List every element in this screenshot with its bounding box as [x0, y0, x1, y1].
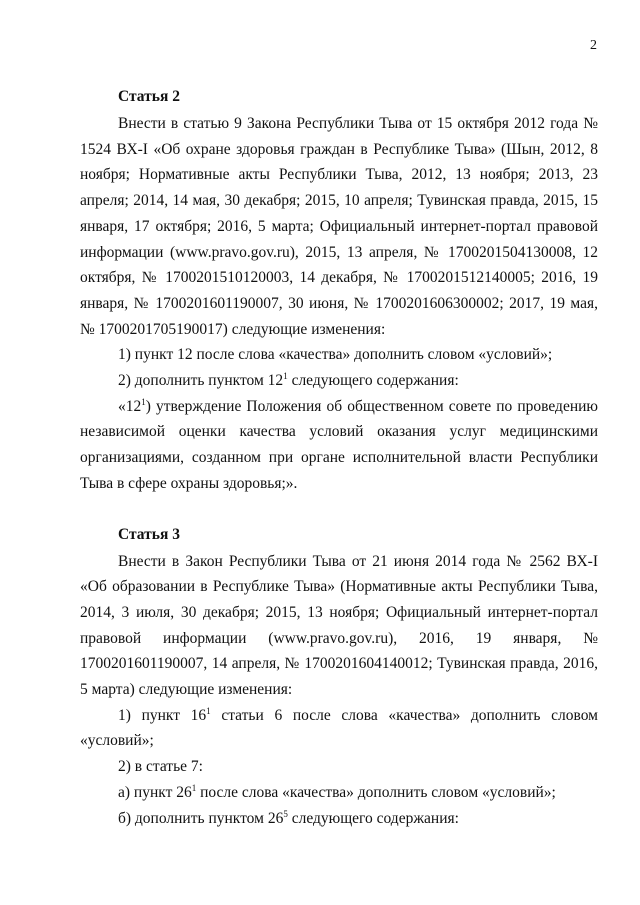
- article-3-item-2a: [80, 780, 598, 806]
- article-2-item-2-superscript: 1: [283, 371, 288, 382]
- article-2-item-2-text: 2) дополнить пунктом 12: [118, 372, 284, 390]
- article-3-heading: Статья 3: [118, 525, 180, 543]
- article-3-item-2b-superscript: 5: [283, 808, 288, 819]
- article-3-item-1-text: 1) пункт 16: [118, 706, 207, 724]
- article-3-item-1: [80, 703, 598, 754]
- article-3-item-2: 2) в статье 7:: [118, 758, 203, 776]
- article-3-item-1-tail: статьи 6 после слова «качества» дополнить словом «условий»;: [80, 706, 598, 750]
- article-2-quote-start: «12: [118, 397, 142, 415]
- article-2-intro: Внести в статью 9 Закона Республики Тыва от 15 октября 2012 года № 1524 ВХ-I «Об охране здоровья граждан в Республике Тыва» (Шын, 2012, 8 ноября; Нормативные акты Республики Тыва, 2012, 13 ноября; 2013, 23 апреля; 2014, 14 мая, 30 декабря; 2015, 10 апреля; Тувинская правда, 2015, 15 января, 17 октября; 2016, 5 марта; Официальный интернет-портал правовой информации (www.pravo.gov.ru), 2015, 13 апреля, № 1700201504130008, 12 октября, № 1700201510120003, 14 декабря, № 1700201512140005; 2016, 19 января, № 1700201601190007, 30 июня, № 1700201606300002; 2017, 19 мая, № 1700201705190017) следующие изменения:: [80, 115, 598, 338]
- article-3-item-2b: [80, 806, 598, 832]
- article-3-item-2a-tail: после слова «качества» дополнить словом «условий»;: [196, 783, 556, 801]
- article-3-item-2b-tail: следующего содержания:: [287, 809, 459, 827]
- article-2-item-2: [80, 368, 598, 394]
- article-2-item-2-tail: следующего содержания:: [287, 372, 459, 390]
- article-2-quote-text: ) утверждение Положения об общественном совете по проведению независимой оценки качества условий оказания услуг медицинскими организациями, созданном при органе исполнительной власти Республики Тыва в сфере охраны здоровья;».: [80, 397, 598, 492]
- article-3-item-2a-superscript: 1: [191, 782, 197, 793]
- document-body: [80, 88, 598, 831]
- article-3-item-2b-text: б) дополнить пунктом 26: [118, 809, 284, 827]
- article-3-item-2a-text: а) пункт 26: [118, 783, 192, 801]
- page-number: 2: [590, 38, 597, 53]
- article-2-heading: Статья 2: [118, 88, 180, 105]
- article-2-quote-superscript: 1: [141, 396, 146, 407]
- article-2-quoted-item: [80, 394, 598, 497]
- article-3-item-1-superscript: 1: [206, 705, 211, 716]
- article-3-intro: Внести в Закон Республики Тыва от 21 июня 2014 года № 2562 ВХ-I «Об образовании в Республике Тыва» (Нормативные акты Республики Тыва, 2014, 3 июля, 30 декабря; 2015, 13 ноября; Официальный интернет-портал правовой информации (www.pravo.gov.ru), 2016, 19 января, № 1700201601190007, 14 апреля, № 1700201604140012; Тувинская правда, 2016, 5 марта) следующие изменения:: [80, 552, 598, 699]
- section-spacer: [80, 497, 598, 526]
- article-2-item-1: 1) пункт 12 после слова «качества» дополнить словом «условий»;: [118, 346, 553, 364]
